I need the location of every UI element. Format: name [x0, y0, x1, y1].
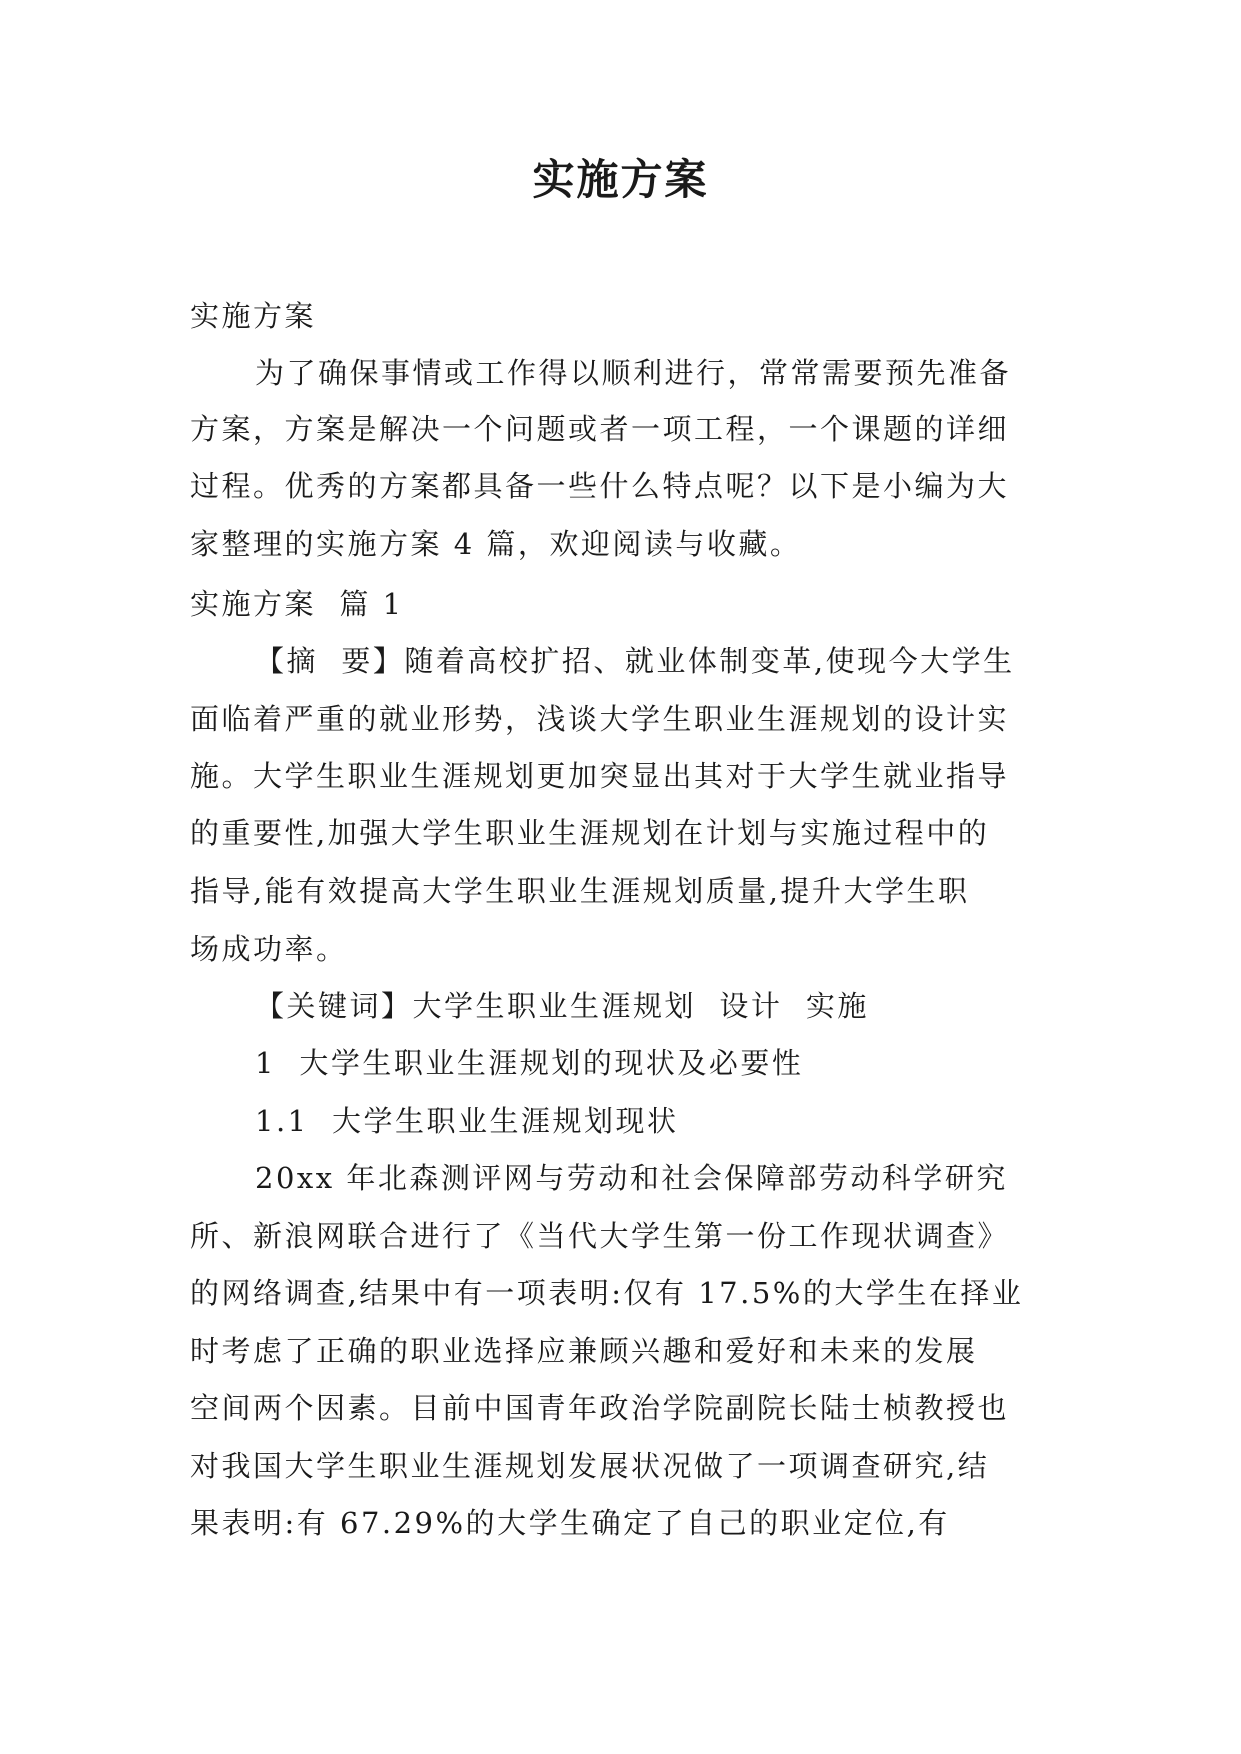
text-line: 【摘 要】随着高校扩招、就业体制变革,使现今大学生: [255, 644, 1015, 678]
text-line: 指导,能有效提高大学生职业生涯规划质量,提升大学生职: [190, 874, 970, 908]
text-line: 为了确保事情或工作得以顺利进行，常常需要预先准备: [255, 356, 1012, 390]
text-line: 场成功率。: [190, 932, 348, 966]
text-line: 时考虑了正确的职业选择应兼顾兴趣和爱好和未来的发展: [190, 1334, 978, 1368]
text-line: 面临着严重的就业形势，浅谈大学生职业生涯规划的设计实: [190, 702, 1010, 736]
text-line: 的重要性,加强大学生职业生涯规划在计划与实施过程中的: [190, 816, 990, 850]
keywords-line: 【关键词】大学生职业生涯规划 设计 实施: [255, 989, 869, 1023]
section-heading: 实施方案 篇 1: [190, 587, 404, 621]
text-line: 施。大学生职业生涯规划更加突显出其对于大学生就业指导: [190, 759, 1010, 793]
heading-1-1: 1.1 大学生职业生涯规划现状: [255, 1104, 679, 1138]
text-line: 方案，方案是解决一个问题或者一项工程，一个课题的详细: [190, 412, 1010, 446]
text-line: 实施方案: [190, 299, 317, 333]
text-line: 过程。优秀的方案都具备一些什么特点呢？以下是小编为大: [190, 469, 1010, 503]
heading-1: 1 大学生职业生涯规划的现状及必要性: [255, 1046, 804, 1080]
text-line: 20xx 年北森测评网与劳动和社会保障部劳动科学研究: [255, 1161, 1008, 1195]
text-line: 对我国大学生职业生涯规划发展状况做了一项调查研究,结: [190, 1449, 990, 1483]
text-line: 空间两个因素。目前中国青年政治学院副院长陆士桢教授也: [190, 1391, 1010, 1425]
document-title: 实施方案: [532, 155, 709, 204]
text-line: 的网络调查,结果中有一项表明:仅有 17.5%的大学生在择业: [190, 1276, 1024, 1310]
text-line: 果表明:有 67.29%的大学生确定了自己的职业定位,有: [190, 1506, 950, 1540]
text-line: 家整理的实施方案 4 篇，欢迎阅读与收藏。: [190, 527, 802, 561]
text-line: 所、新浪网联合进行了《当代大学生第一份工作现状调查》: [190, 1219, 1010, 1253]
